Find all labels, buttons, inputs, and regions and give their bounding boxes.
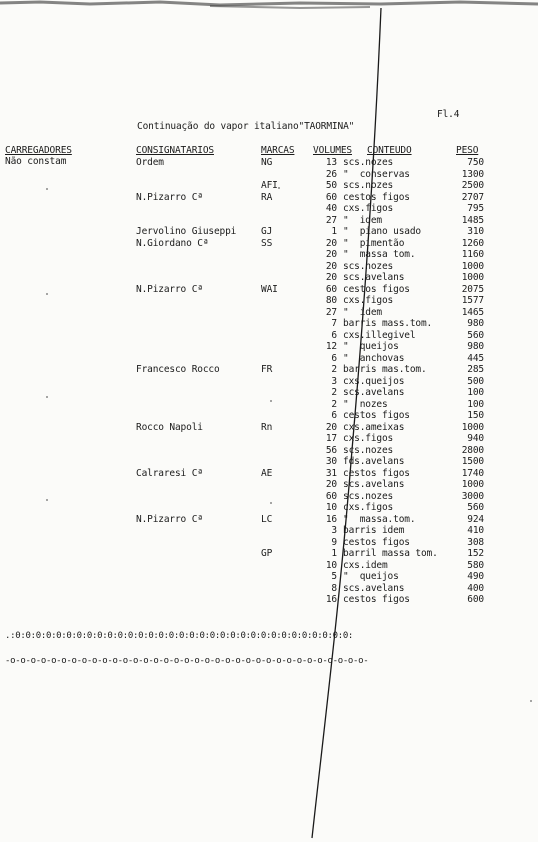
contents-cell: barris idem <box>343 525 405 536</box>
mark-cell: LC <box>261 513 273 525</box>
contents-cell: " massa.tom. <box>343 513 416 525</box>
volumes-cell: 27 <box>325 214 337 226</box>
contents-cell: barris mas.tom. <box>343 364 427 375</box>
contents-cell: cxs.figos <box>343 295 394 306</box>
weight-cell: 100 <box>467 387 484 398</box>
volumes-cell: 50 <box>325 180 337 191</box>
volumes-cell: 31 <box>325 467 337 479</box>
contents-cell: scs.nozes <box>343 157 394 168</box>
weight-cell: 1300 <box>461 168 484 180</box>
consignee-cell: Calraresi Cª <box>136 467 203 479</box>
weight-cell: 2800 <box>461 444 484 456</box>
weight-cell: 1500 <box>461 456 484 467</box>
weight-cell: 1740 <box>461 467 484 479</box>
mark-cell: GP <box>261 548 273 559</box>
volumes-cell: 8 <box>331 582 337 594</box>
volumes-cell: 2 <box>331 387 337 398</box>
header-carregadores: CARREGADORES <box>5 145 72 156</box>
mark-cell: Rn <box>261 421 273 433</box>
volumes-cell: 60 <box>325 191 337 203</box>
volumes-cell: 20 <box>325 479 337 490</box>
volumes-cell: 17 <box>325 433 337 444</box>
volumes-cell: 2 <box>331 398 337 410</box>
volumes-cell: 3 <box>331 525 337 536</box>
volumes-cell: 20 <box>325 421 337 433</box>
weight-cell: 100 <box>467 398 484 410</box>
consignee-cell: Jervolino Giuseppi <box>136 226 237 237</box>
contents-cell: " conservas <box>343 168 410 180</box>
weight-cell: 1160 <box>461 249 484 260</box>
mark-cell: RA <box>261 191 273 203</box>
weight-cell: 940 <box>467 433 484 444</box>
contents-cell: " idem <box>343 214 382 226</box>
volumes-cell: 6 <box>331 410 337 421</box>
weight-cell: 2500 <box>461 180 484 191</box>
contents-cell: " nozes <box>343 398 388 410</box>
contents-cell: " queijos <box>343 341 399 352</box>
volumes-cell: 7 <box>331 318 337 329</box>
sheet-number: Fl.4 <box>437 109 460 120</box>
contents-cell: cxs.idem <box>343 559 388 571</box>
volumes-cell: 16 <box>325 513 337 525</box>
contents-cell: scs.avelans <box>343 387 405 398</box>
contents-cell: scs.nozes <box>343 180 394 191</box>
volumes-cell: 40 <box>325 203 337 214</box>
weight-cell: 308 <box>467 536 484 548</box>
weight-cell: 1260 <box>461 237 484 249</box>
mark-cell: WAI <box>261 283 278 295</box>
contents-cell: cxs.ameixas <box>343 421 405 433</box>
volumes-cell: 16 <box>325 594 337 605</box>
contents-cell: cestos figos <box>343 536 410 548</box>
header-volumes: VOLUMES <box>313 145 352 156</box>
weight-cell: 1000 <box>461 421 484 433</box>
volumes-cell: 9 <box>331 536 337 548</box>
contents-cell: scs.nozes <box>343 490 394 502</box>
weight-cell: 980 <box>467 341 484 352</box>
contents-cell: cestos figos <box>343 467 410 479</box>
volumes-cell: 1 <box>331 548 337 559</box>
weight-cell: 1577 <box>461 295 484 306</box>
contents-cell: scs.nozes <box>343 260 394 272</box>
consignee-cell: N.Giordano Cª <box>136 237 209 249</box>
separator-line-dashes: -o-o-o-o-o-o-o-o-o-o-o-o-o-o-o-o-o-o-o-o-o-o-o-o-o-o-o-o-o-o-o-o-o-o-o- <box>5 656 369 666</box>
weight-cell: 560 <box>467 329 484 341</box>
contents-cell: cestos figos <box>343 594 410 605</box>
weight-cell: 2707 <box>461 191 484 203</box>
contents-cell: cestos figos <box>343 283 410 295</box>
contents-cell: cxs.illegivel <box>343 329 416 341</box>
weight-cell: 1465 <box>461 306 484 318</box>
header-consignatarios: CONSIGNATARIOS <box>136 145 214 156</box>
contents-cell: fds.avelans <box>343 456 405 467</box>
consignee-cell: N.Pizarro Cª <box>136 283 203 295</box>
weight-cell: 500 <box>467 375 484 387</box>
weight-cell: 285 <box>467 364 484 375</box>
contents-cell: scs.avelans <box>343 479 405 490</box>
volumes-cell: 27 <box>325 306 337 318</box>
weight-cell: 410 <box>467 525 484 536</box>
contents-cell: scs.nozes <box>343 444 394 456</box>
mark-cell: GJ <box>261 226 273 237</box>
weight-cell: 1000 <box>461 260 484 272</box>
mark-cell: FR <box>261 364 273 375</box>
separator-line-colons: .:0:0:0:0:0:0:0:0:0:0:0:0:0:0:0:0:0:0:0:0:0:0:0:0:0:0:0:0:0:0:0:0:0: <box>5 631 354 641</box>
volumes-cell: 20 <box>325 249 337 260</box>
volumes-cell: 1 <box>331 226 337 237</box>
weight-cell: 580 <box>467 559 484 571</box>
document-title: Continuação do vapor italiano"TAORMINA" <box>137 121 355 132</box>
weight-cell: 1000 <box>461 479 484 490</box>
weight-cell: 445 <box>467 352 484 364</box>
consignee-cell: N.Pizarro Cª <box>136 191 203 203</box>
volumes-cell: 20 <box>325 237 337 249</box>
weight-cell: 310 <box>467 226 484 237</box>
header-conteudo: CONTEUDO <box>367 145 412 156</box>
volumes-cell: 5 <box>331 571 337 582</box>
contents-cell: " massa tom. <box>343 249 416 260</box>
header-marcas: MARCAS <box>261 145 295 156</box>
contents-cell: cestos figos <box>343 191 410 203</box>
volumes-cell: 6 <box>331 329 337 341</box>
weight-cell: 3000 <box>461 490 484 502</box>
contents-cell: barris mass.tom. <box>343 318 433 329</box>
contents-cell: " piano usado <box>343 226 421 237</box>
shipper-value: Não constam <box>5 156 67 167</box>
header-peso: PESO <box>456 145 479 156</box>
weight-cell: 1000 <box>461 272 484 283</box>
volumes-cell: 2 <box>331 364 337 375</box>
contents-cell: cxs.figos <box>343 433 394 444</box>
weight-cell: 2075 <box>461 283 484 295</box>
weight-cell: 400 <box>467 582 484 594</box>
weight-cell: 600 <box>467 594 484 605</box>
weight-cell: 490 <box>467 571 484 582</box>
contents-cell: cestos figos <box>343 410 410 421</box>
mark-cell: AFI <box>261 180 278 191</box>
weight-cell: 750 <box>467 157 484 168</box>
contents-cell: scs.avelans <box>343 582 405 594</box>
contents-cell: " queijos <box>343 571 399 582</box>
volumes-cell: 10 <box>325 559 337 571</box>
volumes-cell: 3 <box>331 375 337 387</box>
contents-cell: cxs.queijos <box>343 375 405 387</box>
contents-cell: " anchovas <box>343 352 405 364</box>
contents-cell: " idem <box>343 306 382 318</box>
contents-cell: cxs.figos <box>343 203 394 214</box>
volumes-cell: 13 <box>325 157 337 168</box>
weight-cell: 924 <box>467 513 484 525</box>
contents-cell: cxs.figos <box>343 502 394 513</box>
consignee-cell: N.Pizarro Cª <box>136 513 203 525</box>
weight-cell: 795 <box>467 203 484 214</box>
mark-cell: AE <box>261 467 273 479</box>
volumes-cell: 26 <box>325 168 337 180</box>
volumes-cell: 12 <box>325 341 337 352</box>
mark-cell: SS <box>261 237 273 249</box>
contents-cell: barril massa tom. <box>343 548 438 559</box>
volumes-cell: 20 <box>325 272 337 283</box>
consignee-cell: Rocco Napoli <box>136 421 203 433</box>
weight-cell: 150 <box>467 410 484 421</box>
mark-cell: NG <box>261 157 273 168</box>
weight-cell: 560 <box>467 502 484 513</box>
contents-cell: scs.avelans <box>343 272 405 283</box>
consignee-cell: Francesco Rocco <box>136 364 220 375</box>
contents-cell: " pimentão <box>343 237 405 249</box>
volumes-cell: 60 <box>325 490 337 502</box>
volumes-cell: 6 <box>331 352 337 364</box>
weight-cell: 152 <box>467 548 484 559</box>
volumes-cell: 30 <box>325 456 337 467</box>
volumes-cell: 20 <box>325 260 337 272</box>
volumes-cell: 60 <box>325 283 337 295</box>
consignee-cell: Ordem <box>136 157 164 168</box>
weight-cell: 1485 <box>461 214 484 226</box>
weight-cell: 980 <box>467 318 484 329</box>
volumes-cell: 56 <box>325 444 337 456</box>
volumes-cell: 10 <box>325 502 337 513</box>
volumes-cell: 80 <box>325 295 337 306</box>
